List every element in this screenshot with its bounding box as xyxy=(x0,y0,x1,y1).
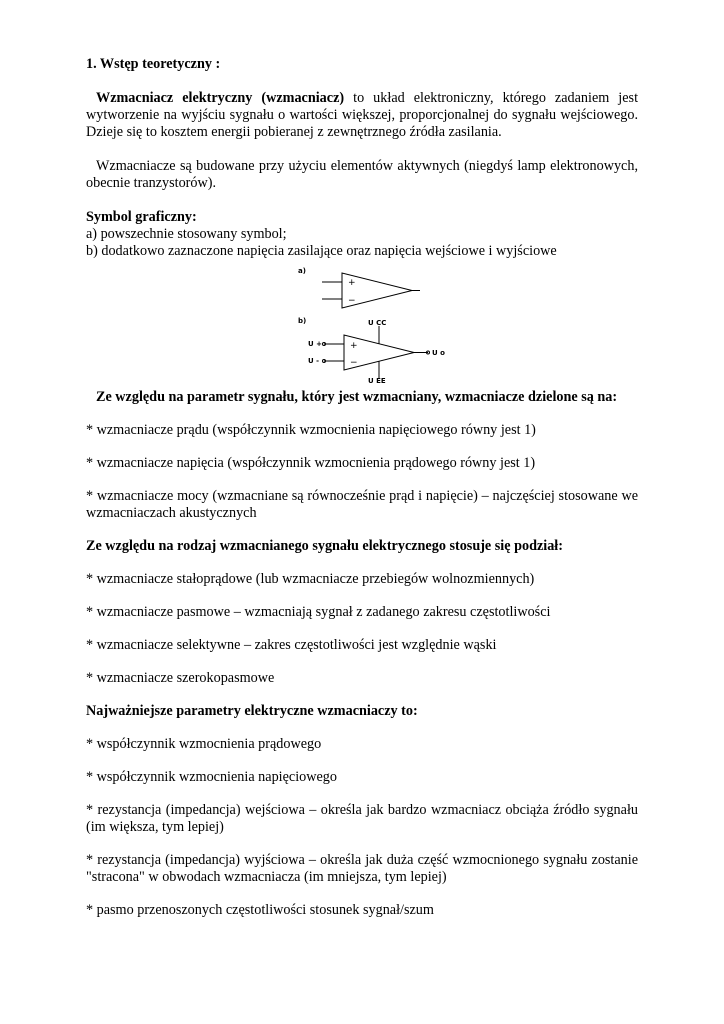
section1-item: * wzmacniacze mocy (wzmacniane są równocześnie prąd i napięcie) – najczęściej stosowane we wzmacniaczach akustycznych xyxy=(86,488,638,521)
minus-sign-b: − xyxy=(350,358,358,368)
section3-item: * rezystancja (impedancja) wyjściowa – określa jak duża część wzmocnionego sygnału zostanie "stracona" w obwodach wzmacniacza (im mniejsza, tym lepiej) xyxy=(86,852,638,885)
section3-item: * rezystancja (impedancja) wejściowa – określa jak bardzo wzmacniacz obciąża źródło sygnału (im większa, tym lepiej) xyxy=(86,802,638,835)
label-uo: U o xyxy=(432,349,445,357)
plus-sign-b: + xyxy=(350,341,358,351)
label-ucc: U CC xyxy=(368,319,387,327)
opamp-symbol-a xyxy=(322,273,420,308)
section1-item: * wzmacniacze napięcia (współczynnik wzmocnienia prądowego równy jest 1) xyxy=(86,455,536,471)
section3-item: * pasmo przenoszonych częstotliwości stosunek sygnał/szum xyxy=(86,902,434,918)
section2-item: * wzmacniacze stałoprądowe (lub wzmacniacze przebiegów wolnozmiennych) xyxy=(86,571,535,587)
intro-paragraph xyxy=(86,90,638,141)
label-uee: U EE xyxy=(368,377,386,383)
minus-sign-a: − xyxy=(348,296,356,306)
paragraph-active-elements: Wzmacniacze są budowane przy użyciu elementów aktywnych (niegdyś lamp elektronowych, obecnie tranzystorów). xyxy=(86,158,638,191)
amplifier-symbol-diagram xyxy=(86,265,638,383)
section3-item: * współczynnik wzmocnienia napięciowego xyxy=(86,769,337,785)
section3-title: Najważniejsze parametry elektryczne wzmacniaczy to: xyxy=(86,703,418,719)
symbol-title: Symbol graficzny: xyxy=(86,209,197,225)
plus-sign-a: + xyxy=(348,278,356,288)
section2-title: Ze względu na rodzaj wzmacnianego sygnału elektrycznego stosuje się podział: xyxy=(86,538,563,554)
section1-title: Ze względu na parametr sygnału, który jest wzmacniany, wzmacniacze dzielone są na: xyxy=(96,389,618,405)
amplifier-symbol-svg xyxy=(86,265,638,383)
section2-item: * wzmacniacze selektywne – zakres częstotliwości jest względnie wąski xyxy=(86,637,497,653)
section2-item: * wzmacniacze szerokopasmowe xyxy=(86,670,275,686)
section-heading: 1. Wstęp teoretyczny : xyxy=(86,56,221,72)
section3-item: * współczynnik wzmocnienia prądowego xyxy=(86,736,322,752)
intro-text: to układ elektroniczny, którego zadaniem jest wytworzenie na wyjściu sygnału o wartości większej, proporcjonalnej do sygnału wejściowego. Dzieje się to kosztem energii pobieranej z zewnętrznego źródła zasilania. xyxy=(86,90,639,140)
section2-item: * wzmacniacze pasmowe – wzmacniają sygnał z zadanego zakresu częstotliwości xyxy=(86,604,551,620)
diagram-label-a: a) xyxy=(298,267,306,275)
label-u-minus: U - xyxy=(308,357,320,365)
opamp-symbol-b xyxy=(323,326,430,379)
document-page xyxy=(86,56,638,919)
symbol-item-a: a) powszechnie stosowany symbol; xyxy=(86,226,287,242)
label-u-plus: U + xyxy=(308,340,322,348)
diagram-label-b: b) xyxy=(298,317,307,325)
section1-item: * wzmacniacze prądu (współczynnik wzmocnienia napięciowego równy jest 1) xyxy=(86,422,536,438)
symbol-item-b: b) dodatkowo zaznaczone napięcia zasilające oraz napięcia wejściowe i wyjściowe xyxy=(86,243,557,259)
intro-term: Wzmacniacz elektryczny (wzmacniacz) xyxy=(96,90,345,106)
